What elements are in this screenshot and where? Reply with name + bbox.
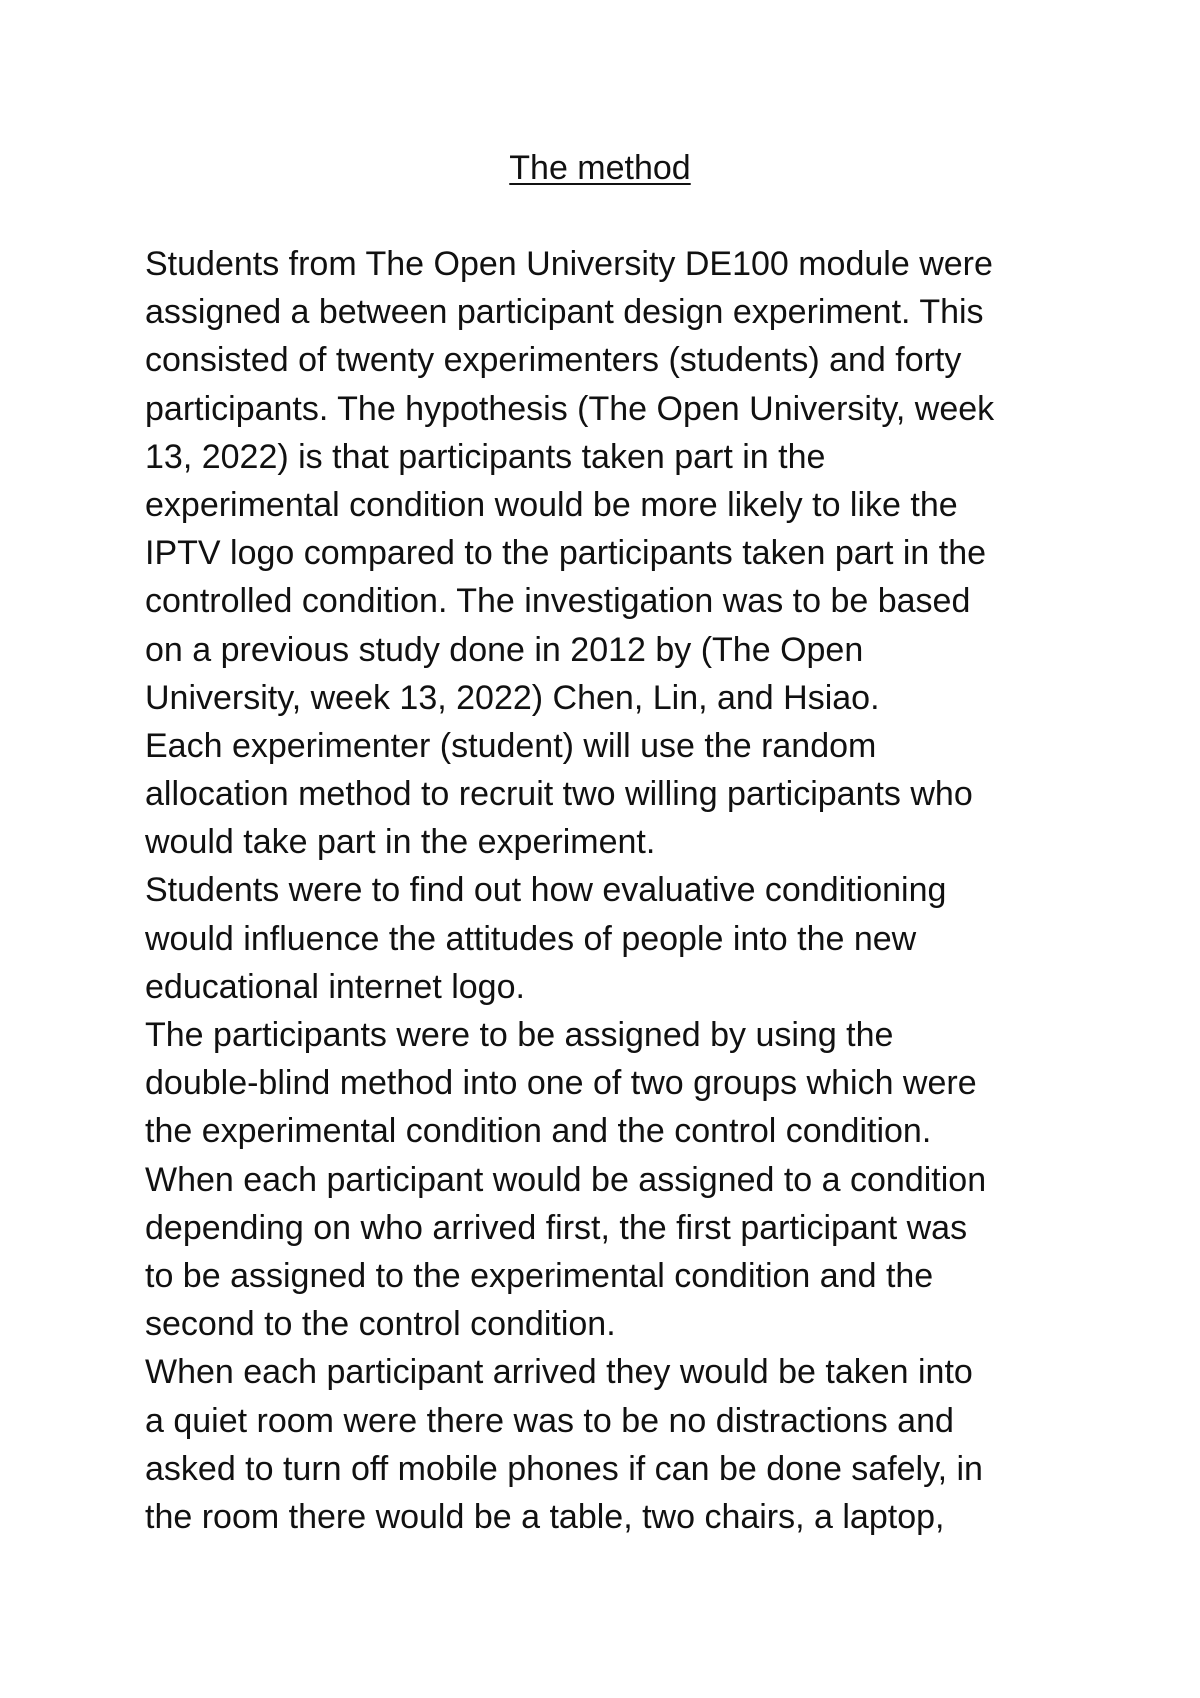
- text-line: controlled condition. The investigation was to be based: [145, 582, 971, 621]
- text-line: double-blind method into one of two groups which were: [145, 1064, 977, 1103]
- text-line: University, week 13, 2022) Chen, Lin, and Hsiao.: [145, 678, 880, 717]
- text-line: assigned a between participant design experiment. This: [145, 293, 984, 332]
- text-line: Students from The Open University DE100 module were: [145, 245, 993, 283]
- text-line: consisted of twenty experimenters (students) and forty: [145, 341, 962, 380]
- text-line: the room there would be a table, two chairs, a laptop,: [145, 1497, 945, 1536]
- text-line: second to the control condition.: [145, 1305, 616, 1344]
- page-title: [0, 144, 1200, 192]
- page-title-text: The method: [509, 149, 691, 187]
- text-line: When each participant arrived they would be taken into: [145, 1353, 973, 1392]
- text-line: would take part in the experiment.: [145, 823, 656, 862]
- text-line: IPTV logo compared to the participants taken part in the: [145, 534, 987, 573]
- text-line: The participants were to be assigned by using the: [145, 1016, 894, 1054]
- text-line: When each participant would be assigned to a condition: [145, 1160, 987, 1199]
- text-line: educational internet logo.: [145, 967, 525, 1006]
- text-line: depending on who arrived first, the first participant was: [145, 1208, 968, 1247]
- text-line: the experimental condition and the control condition.: [145, 1112, 932, 1151]
- text-line: a quiet room were there was to be no distractions and: [145, 1401, 954, 1440]
- text-line: to be assigned to the experimental condition and the: [145, 1256, 934, 1295]
- text-line: allocation method to recruit two willing participants who: [145, 775, 973, 814]
- text-line: 13, 2022) is that participants taken part in the: [145, 437, 826, 476]
- text-line: would influence the attitudes of people into the new: [145, 919, 917, 958]
- text-line: experimental condition would be more likely to like the: [145, 485, 958, 524]
- text-line: asked to turn off mobile phones if can be done safely, in: [145, 1449, 983, 1488]
- text-line: Students were to find out how evaluative conditioning: [145, 871, 947, 910]
- text-line: Each experimenter (student) will use the random: [145, 726, 877, 765]
- text-line: on a previous study done in 2012 by (The Open: [145, 630, 864, 669]
- text-line: participants. The hypothesis (The Open University, week: [145, 389, 995, 428]
- document-body: [145, 240, 1085, 1541]
